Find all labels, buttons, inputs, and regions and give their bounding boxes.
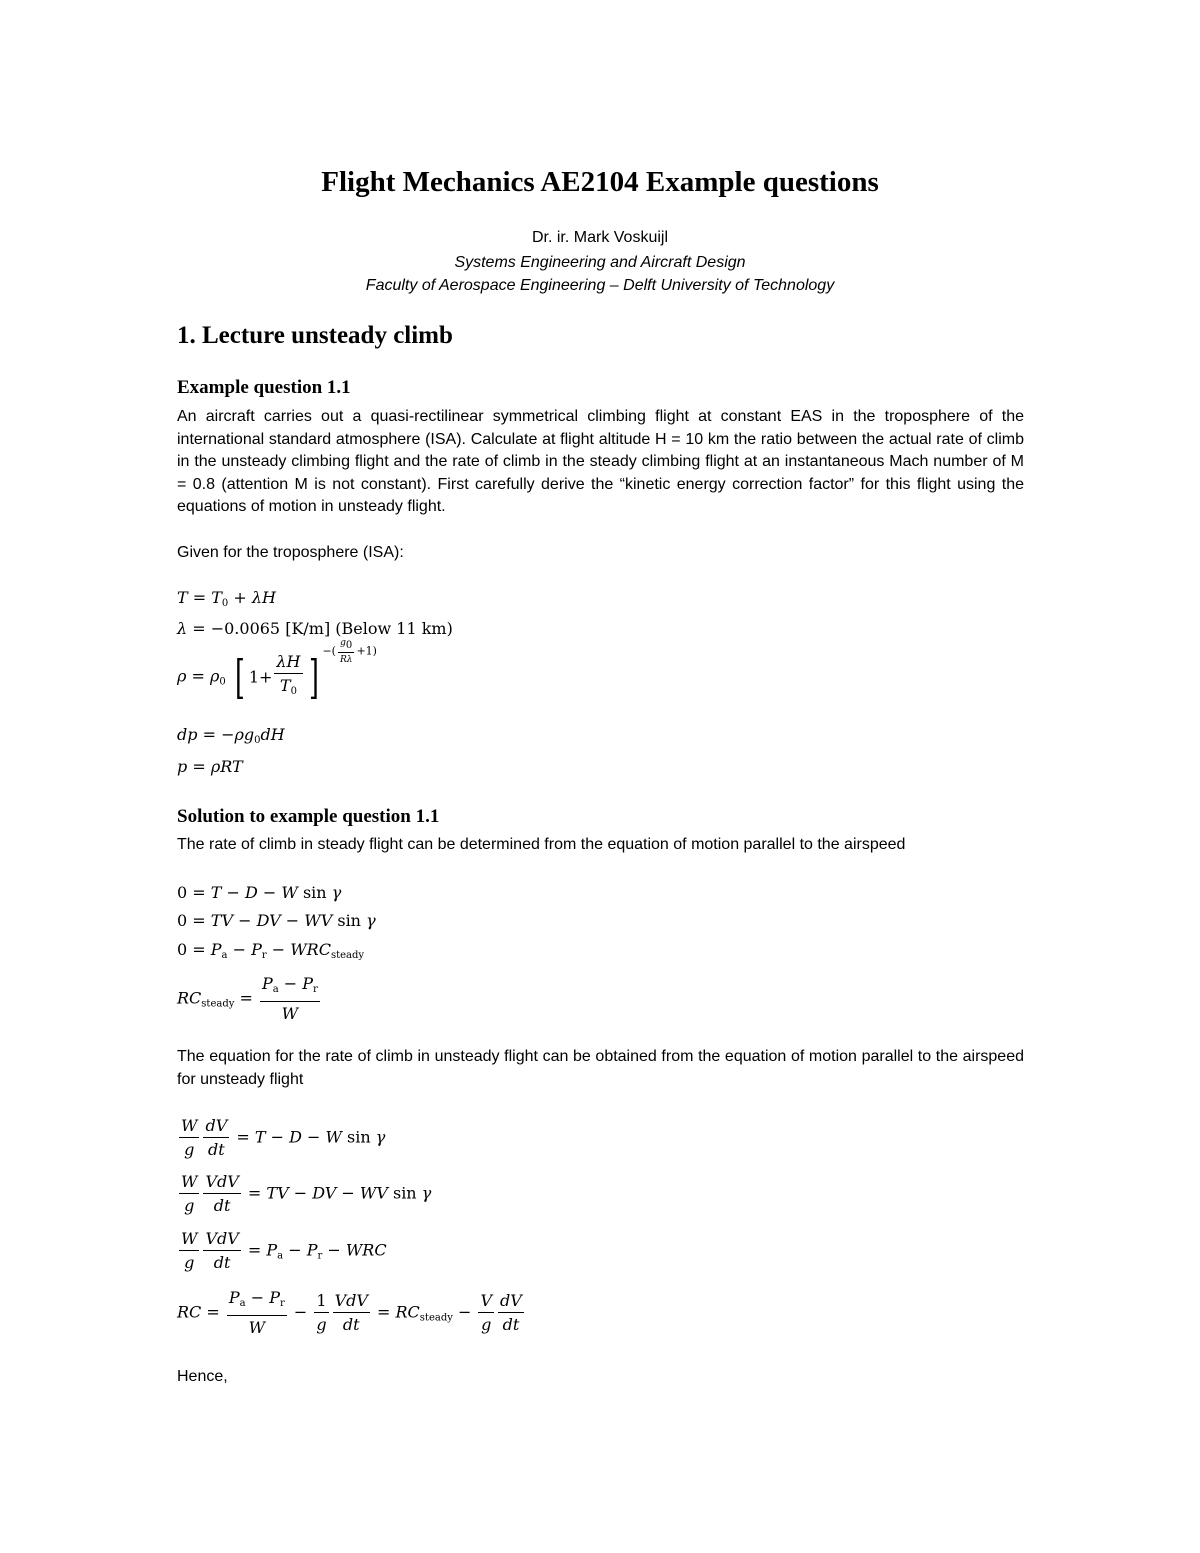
equation-unsteady-force: $\frac{W}{g}$ $\frac{dV}{dt}$ = T − D − W sin γ	[181, 1116, 386, 1159]
solution-paragraph-1: The rate of climb in steady flight can be determined from the equation of motion parallel to the airspeed	[177, 836, 906, 853]
affiliation-faculty: Faculty of Aerospace Engineering – Delft University of Technology	[365, 277, 835, 294]
equation-steady-power: 0 = TV − DV − WV sin γ	[177, 911, 376, 930]
document-title: Flight Mechanics AE2104 Example questions	[321, 166, 879, 198]
solution-paragraph-2: The equation for the rate of climb in unsteady flight can be obtained from the equation of motion parallel to the airspeed for unsteady flight	[177, 1048, 1024, 1088]
given-label: Given for the troposphere (ISA):	[177, 544, 404, 561]
equation-rc-steady-fraction: $RC_{steady}$ = $\frac{P_a - P_r}{W}$	[177, 974, 318, 1023]
author-name: Dr. ir. Mark Voskuijl	[531, 229, 669, 246]
equation-steady-force: 0 = T − D − W sin γ	[177, 883, 342, 902]
equation-density: $\rho = \rho_0$ [ 1+ $\frac{\lambda H}{T_0}$ ] −( $\frac{g_0}{R\lambda}$ +1)	[177, 638, 377, 704]
equation-gas-law: p = ρRT	[177, 757, 243, 776]
lapse-rate-value: = −0.0065 [K/m] (Below 11 km)	[187, 619, 453, 638]
hence-text: Hence,	[177, 1368, 228, 1385]
question-paragraph: An aircraft carries out a quasi-rectilinear symmetrical climbing flight at constant EAS in the troposphere of the international standard atmosphere (ISA). Calculate at flight altitude H = 10 km the ratio between the actual rate of climb in the unsteady climbing flight and the rate of climb in the steady climbing flight at an instantaneous Mach number of M = 0.8 (attention M is not constant). First carefully derive the “kinetic energy correction factor” for this flight using the equations of motion in unsteady flight.	[177, 408, 1024, 516]
equation-steady-rc: $0 = P_a - P_r - WRC_{steady}$	[177, 940, 365, 961]
equation-rc-unsteady: RC = $\frac{P_a - P_r}{W}$ − $\frac{1}{g}$ $\frac{\text{VdV}}{dt}$ = $RC_{steady}$ − $\frac{V}{g}$ $\frac{dV}{dt}$	[177, 1288, 522, 1337]
section-heading: 1. Lecture unsteady climb	[177, 322, 453, 349]
affiliation-group: Systems Engineering and Aircraft Design	[454, 254, 746, 271]
equation-unsteady-rc: $\frac{W}{g}$ $\frac{\text{VdV}}{dt}$ = $P_a - P_r$ − WRC	[181, 1229, 387, 1272]
equation-lapse-rate: λ = −0.0065 [K/m] (Below 11 km)	[177, 619, 453, 638]
equation-hydrostatic: dp = $-\rho g_0dH$	[177, 725, 285, 746]
equation-unsteady-power: $\frac{W}{g}$ $\frac{\text{VdV}}{dt}$ = TV − DV − WV sin γ	[181, 1172, 432, 1215]
question-heading: Example question 1.1	[177, 377, 351, 398]
equation-temperature: $T = T_0 + \lambda H$	[177, 588, 276, 609]
solution-heading: Solution to example question 1.1	[177, 806, 440, 827]
